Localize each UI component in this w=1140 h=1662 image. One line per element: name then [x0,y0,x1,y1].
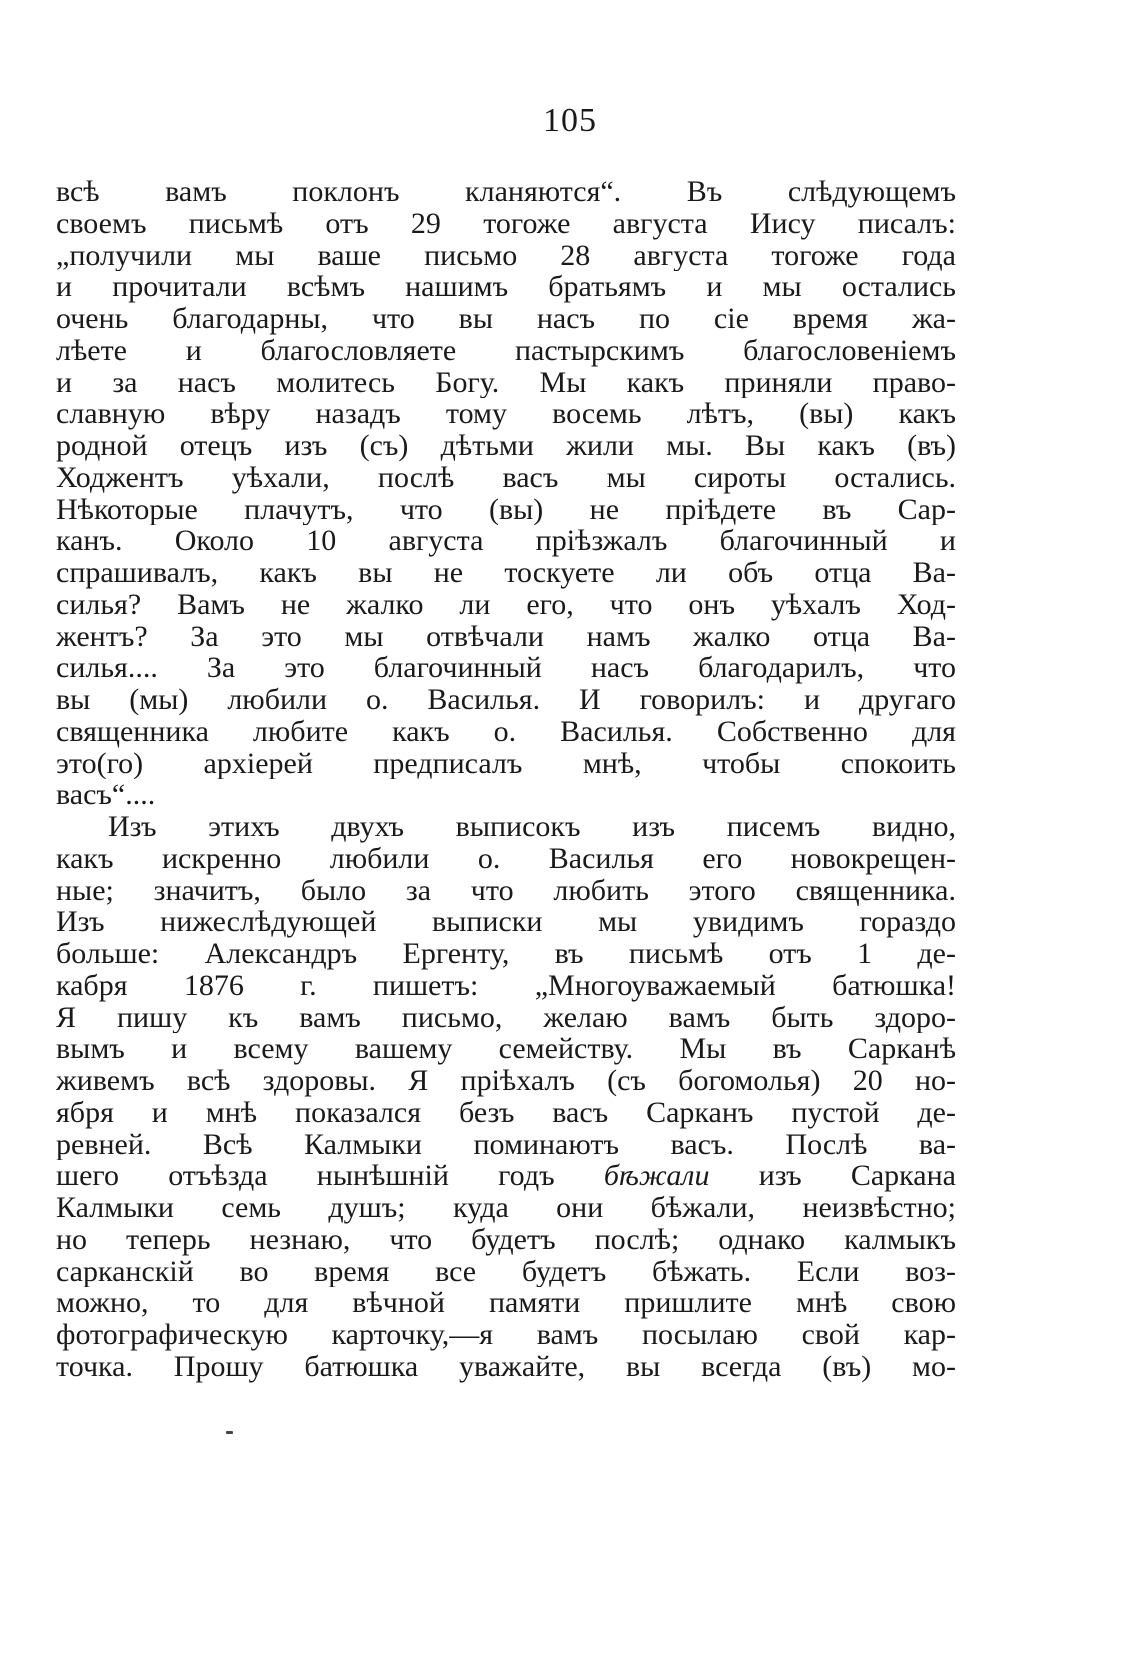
body-text [56,176,956,1383]
text-line: какъ искренно любили о. Василья его новокрещен- [56,842,956,875]
text-line: Ходжентъ уѣхали, послѣ васъ мы сироты остались. [56,461,956,494]
text-line: очень благодарны, что вы насъ по сіе время жа- [56,303,956,335]
text-line: Изъ нижеслѣдующей выписки мы увидимъ гораздо [56,906,956,938]
text-line: спрашивалъ, какъ вы не тоскуете ли объ отца Ва- [56,557,956,589]
text-line: вымъ и всему вашему семейству. Мы въ Сарканѣ [56,1033,956,1065]
text-line: но теперь незнаю, что будетъ послѣ; однако калмыкъ [56,1223,956,1256]
text-line: всѣ вамъ поклонъ кланяются“. Въ слѣдующемъ [56,176,956,208]
ink-speck [226,1431,233,1434]
text-line: священника любите какъ о. Василья. Собственно для [56,715,956,748]
text-line: Калмыки семь душъ; куда они бѣжали, неизвѣстно; [56,1192,956,1224]
text-line: и прочитали всѣмъ нашимъ братьямъ и мы остались [56,271,956,303]
emphasized-word: бѣжали [603,1160,710,1192]
text-line: своемъ письмѣ отъ 29 тогоже августа Иису писалъ: [56,207,956,240]
text-line: точка. Прошу батюшка уважайте, вы всегда (въ) мо- [56,1350,956,1383]
text-line: фотографическую карточку,—я вамъ посылаю свой кар- [56,1319,956,1351]
text-line: это(го) архіерей предписалъ мнѣ, чтобы спокоить [56,747,956,780]
text-line: сарканскій во время все будетъ бѣжать. Если воз- [56,1255,956,1288]
text-line: Я пишу къ вамъ письмо, желаю вамъ быть здоро- [56,1001,956,1034]
text-line: ября и мнѣ показался безъ васъ Сарканъ пустой де- [56,1096,956,1129]
text-segment: изъ Саркана [709,1160,956,1192]
text-line: ные; значитъ, было за что любить этого священника. [56,874,956,907]
text-line: живемъ всѣ здоровы. Я пріѣхалъ (съ богомолья) 20 но- [56,1065,956,1097]
text-line: можно, то для вѣчной памяти пришлите мнѣ свою [56,1287,956,1319]
text-line: вы (мы) любили о. Василья. И говорилъ: и другаго [56,684,956,716]
text-line: Нѣкоторые плачутъ, что (вы) не пріѣдете въ Сар- [56,493,956,526]
text-line: силья? Вамъ не жалко ли его, что онъ уѣхалъ Ход- [56,588,956,621]
text-segment: шего отъѣзда нынѣшній годъ [56,1160,604,1192]
text-line: „получили мы ваше письмо 28 августа тогоже года [56,239,956,272]
text-line [56,1160,956,1192]
text-line: силья.... За это благочинный насъ благодарилъ, что [56,652,956,684]
text-line: ревней. Всѣ Калмыки поминаютъ васъ. Послѣ ва- [56,1128,956,1161]
text-line: Изъ этихъ двухъ выписокъ изъ писемъ видно, [108,811,956,843]
text-line: васъ“.... [56,779,156,811]
text-line: больше: Александръ Ергенту, въ письмѣ отъ 1 де- [56,938,956,970]
text-line: родной отецъ изъ (съ) дѣтьми жили мы. Вы какъ (въ) [56,430,956,462]
text-line: канъ. Около 10 августа пріѣзжалъ благочинный и [56,525,956,557]
text-line: и за насъ молитесь Богу. Мы какъ приняли право- [56,366,956,399]
text-line: жентъ? За это мы отвѣчали намъ жалко отца Ва- [56,620,956,653]
text-line: лѣете и благословляете пастырскимъ благословеніемъ [56,334,956,367]
text-line: славную вѣру назадъ тому восемь лѣтъ, (вы) какъ [56,398,956,430]
text-line: кабря 1876 г. пишетъ: „Многоуважаемый батюшка! [56,969,956,1002]
page-number: 105 [543,102,597,139]
